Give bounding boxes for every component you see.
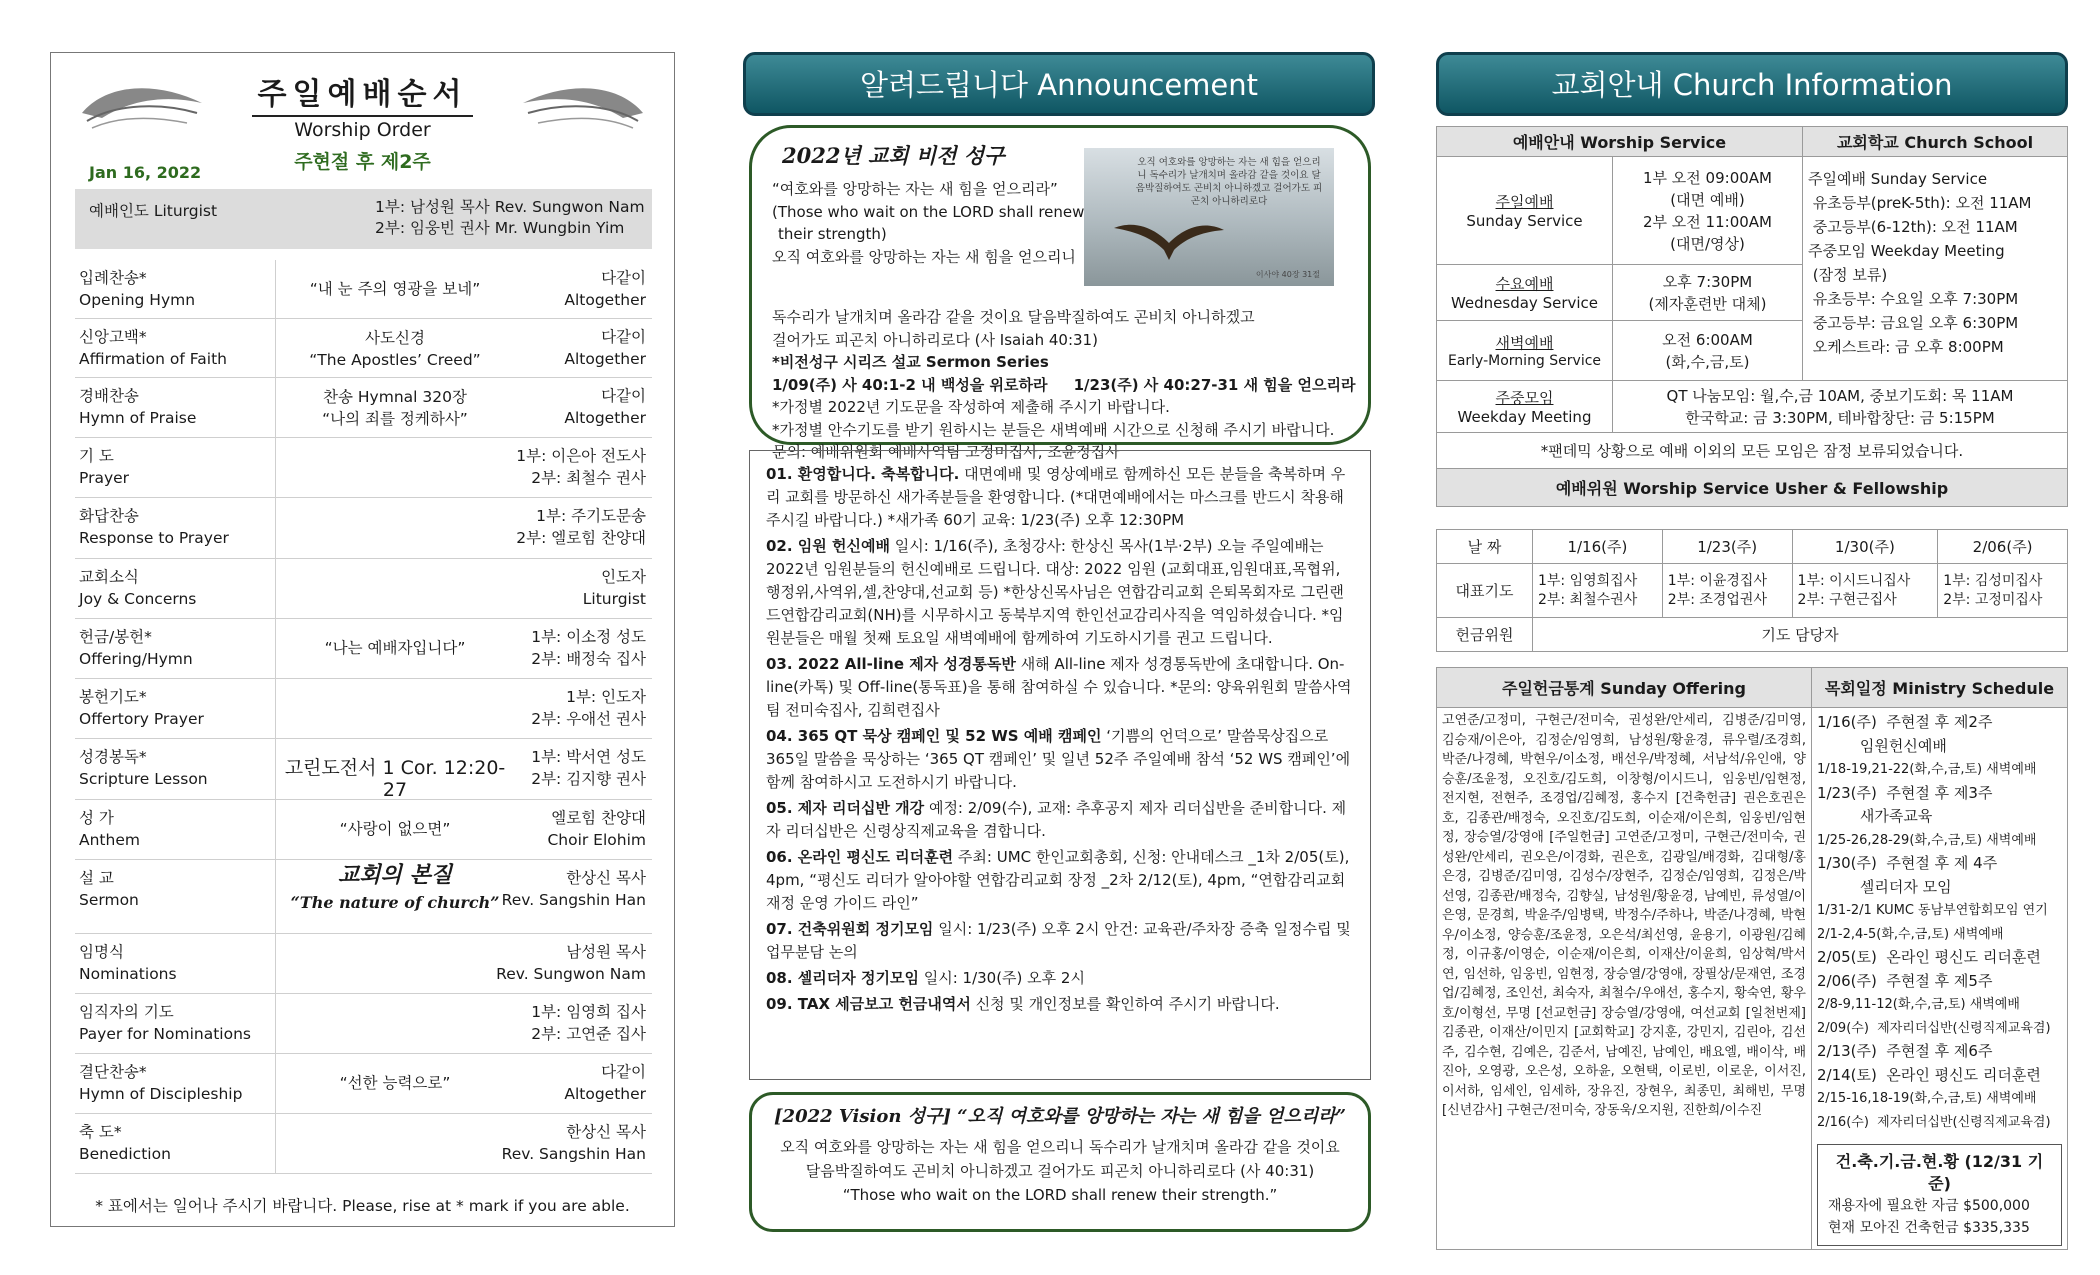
order-item-en: Opening Hymn [79,291,196,309]
order-row [75,800,652,860]
schedule-item: 2/16(수) 제자리더십반(신령직제교육겸) [1817,1114,2051,1130]
order-item-leader [502,1121,646,1165]
leader-line-2: Rev. Sangshin Han [501,891,646,909]
order-item-name [79,626,279,670]
leader-line-2: Altogether [564,1085,646,1103]
order-row [75,260,652,319]
schedule-item: 1/16(주) 주현절 후 제2주 [1817,713,1993,731]
leader-line-2: 2부: 최철수 권사 [531,469,646,487]
order-item-en: Hymn of Praise [79,409,197,427]
vision-line-5: 독수리가 날개치며 올라감 같을 것이요 달음박질하여도 곤비치 아니하겠고 [772,308,1255,326]
order-row [75,498,652,559]
order-item-leader [564,267,646,311]
order-item-detail [275,757,515,801]
order-row [75,994,652,1054]
order-item-ko: 임직자의 기도 [79,1003,174,1021]
leader-line-2: Altogether [564,350,646,368]
order-item-detail-1: 고린도전서 1 Cor. 12:20-27 [284,757,506,801]
announcement-panel [743,52,1375,1204]
usher-date-label: 날 짜 [1437,530,1533,564]
leader-line-2: 2부: 배정숙 집사 [531,650,646,668]
leader-line-2: Altogether [564,291,646,309]
order-item-name [79,505,279,549]
order-item-ko: 입례찬송* [79,269,147,287]
wednesday-times: 오후 7:30PM (제자훈련반 대체) [1613,265,1803,321]
order-item-ko: 축 도* [79,1123,122,1141]
notice-body: 일시: 1/23(주) 오후 2시 안건: 교육관/주차장 증축 일정수립 및 업무분담 논의 [766,920,1351,961]
order-row [75,860,652,934]
schedule-item: 1/31-2/1 KUMC 동남부연합회모임 연기 [1817,903,2048,918]
notice-body: ‘기쁨의 언덕으로’ 말씀묵상집으로 365일 말씀을 묵상하는 ‘365 QT 캠페인’ 및 일년 52주 주일예배 참석 ‘52 WS 캠페인’에 함께 참여하시고 도전하시기 바랍니다. [766,727,1351,791]
column-divider [275,438,277,497]
order-item-name [79,807,279,851]
order-item-en: Affirmation of Faith [79,350,227,368]
order-row [75,378,652,438]
order-row [75,934,652,994]
notice-body: 새해 All-line 제자 성경통독반에 초대합니다. On-line(카톡) 및 Off-line(통독표)을 통해 참여하실 수 있습니다. *문의: 양육위원회 말씀사역팀 전미숙집사, 김희련집사 [766,655,1352,719]
order-item-en: Offering/Hymn [79,650,193,668]
notice-item [766,846,1354,915]
liturgist-1: 1부: 남성원 목사 Rev. Sungwon Nam [375,198,645,216]
church-info-panel [1436,52,2068,1236]
notice-heading: 04. 365 QT 묵상 캠페인 및 52 WS 예배 캠페인 [766,727,1102,745]
schedule-item: 2/15-16,18-19(화,수,금,토) 새벽예배 [1817,1091,2037,1106]
order-item-en: Anthem [79,831,140,849]
usher-head: 예배위원 Worship Service Usher & Fellowship [1437,469,2068,507]
notice-item [766,993,1354,1016]
schedule-item: 임원헌신예배 [1817,736,1947,755]
schedule-item: 1/25-26,28-29(화,수,금,토) 새벽예배 [1817,832,2037,848]
usher-date: 1/30(주) [1792,530,1938,564]
leader-line-1: 1부: 인도자 [566,688,646,706]
weekday-t2: 한국학교: 금 3:30PM, 테바합창단: 금 5:15PM [1685,408,1995,427]
notice-body: 일시: 1/30(주) 오후 2시 [923,969,1085,987]
offering-head: 주일헌금통계 Sunday Offering [1437,668,1812,708]
vision-quote-4: 오직 여호와를 앙망하는 자는 새 힘을 얻으리니 [772,247,1076,266]
vision-line-6: 걸어가도 피곤치 아니하리로다 (사 Isaiah 40:31) [772,330,1098,349]
leader-line-2: Altogether [564,409,646,427]
order-item-name [79,267,279,311]
wednesday-en: Wednesday Service [1450,294,1599,312]
schedule-item: 1/18-19,21-22(화,수,금,토) 새벽예배 [1817,762,2037,777]
column-divider [275,994,277,1053]
order-item-name [79,867,279,911]
school-info: 주일예배 Sunday Service 유초등부(preK-5th): 오전 11AM 중고등부(6-12th): 오전 11AM 주중모임 Weekday Meeting (잠정 보류) 유초등부: 수요일 오후 7:30PM 중고등부: 금요일 오후 6:30PM 오케스트라: 금 오후 8:00PM [1803,157,2068,381]
order-row [75,319,652,378]
weekday-t1: QT 나눔모임: 월,수,금 10AM, 중보기도회: 목 11AM [1666,386,2014,405]
order-item-detail-2: “The nature of church” [290,893,500,912]
notice-item [766,535,1354,650]
order-item-detail [275,864,515,914]
series-title: *비전성구 시리즈 설교 Sermon Series [772,353,1049,371]
notice-item [766,725,1354,794]
notice-body: 일시: 1/16(주), 초청강사: 한상신 목사(1부·2부) 오늘 주일예배는 2022년 임원분들의 헌신예배로 드립니다. 대상: 2022 임원 (교회대표,임원대표,목협위,행정위,사역위,셀,찬양대,선교회 등) *한상신목사님은 연합감리교회 은퇴목회자로 그린랜드연합감리교회(NH)를 시무하시고 동북부지역 한인선교감리사직을 역임하셨습니다. *임원분들은 매월 첫째 토요일 새벽예배에 함께하여 기도하시기를 권고 드립니다. [766,537,1344,647]
weekday-ko: 주중모임 [1495,389,1554,407]
leader-line-1: 1부: 이은아 전도사 [516,447,646,465]
leader-line-1: 한상신 목사 [566,1123,646,1141]
order-item-leader [531,1001,646,1045]
order-item-detail-1: “사랑이 없으면” [339,820,451,838]
order-item-ko: 헌금/봉헌* [79,628,152,646]
church-info-banner: 교회안내 Church Information [1436,52,2068,116]
column-divider [275,934,277,993]
leader-line-2: Rev. Sungwon Nam [496,965,646,983]
order-item-en: Offertory Prayer [79,710,204,728]
schedule-item: 2/13(주) 주현절 후 제6주 [1817,1042,1993,1060]
order-item-en: Response to Prayer [79,529,229,547]
vision-quote-3: their strength) [778,225,887,243]
weekday-en: Weekday Meeting [1457,408,1592,426]
schedule-item: 2/1-2,4-5(화,수,금,토) 새벽예배 [1817,926,2004,942]
verse-en: “Those who wait on the LORD shall renew their strength.” [842,1186,1278,1204]
order-row [75,679,652,739]
liturgist-label: 예배인도 Liturgist [89,202,218,220]
order-item-leader [531,746,646,790]
order-item-detail [275,818,515,840]
leader-line-1: 1부: 주기도문송 [536,507,646,525]
order-item-en: Sermon [79,891,139,909]
order-item-detail-2: “나의 죄를 정케하사” [322,410,468,428]
vision-box [749,125,1371,461]
leader-line-1: 다같이 [601,328,646,346]
order-item-detail [275,327,515,371]
leader-line-2: 2부: 김지향 권사 [531,770,646,788]
leader-line-1: 다같이 [601,1063,646,1081]
leader-line-1: 1부: 이소정 성도 [531,628,646,646]
service-date: Jan 16, 2022 [89,163,202,182]
leader-line-2: Liturgist [582,590,646,608]
schedule-list [1817,711,2062,1134]
notice-heading: 06. 온라인 평신도 리더훈련 [766,848,954,866]
order-item-ko: 임명식 [79,943,124,961]
offering-usher: 기도 담당자 [1533,618,2068,652]
column-divider [275,559,277,618]
notice-heading: 03. 2022 All-line 제자 성경통독반 [766,655,1016,673]
worship-order-panel [50,52,675,1227]
order-item-detail [275,386,515,430]
notice-item [766,918,1354,964]
order-list [75,260,652,1174]
vision-title: 2022년 교회 비전 성구 [782,143,1005,168]
order-item-detail-1: 찬송 Hymnal 320장 [323,388,467,406]
order-row [75,438,652,498]
order-item-detail-2: “The Apostles’ Creed” [309,351,481,369]
verse-heading: [2022 Vision 성구] “오직 여호와를 앙망하는 자는 새 힘을 얻으리라” [774,1106,1346,1127]
vision-quote-1: “여호와를 앙망하는 자는 새 힘을 얻으리라” [772,180,1058,198]
order-row [75,739,652,800]
worship-service-head: 예배안내 Worship Service [1437,127,1803,157]
wednesday-ko: 수요예배 [1495,275,1554,293]
order-item-detail-1: 사도신경 [365,329,425,347]
order-item-en: Scripture Lesson [79,770,208,788]
notice-item [766,463,1354,532]
footnote: * 표에서는 일어나 주시기 바랍니다. Please, rise at * mark if you are able. [95,1197,630,1215]
order-item-leader [502,867,646,911]
offering-usher-label: 헌금위원 [1437,618,1533,652]
notice-heading: 05. 제자 리더십반 개강 [766,799,925,817]
offering-list: 고연준/고정미, 구현근/전미숙, 권성완/안세리, 김병준/김미영, 김승재/이은아, 김정순/임영희, 남성원/황윤경, 류우렬/조경희, 박준/나경혜, 박현우/이소정, 배선우/박정혜, 서남석/유인애, 양승훈/조윤정, 오진호/김도희, 이창형/이시드니, 임웅빈/임현정, 전지현, 전현주, 조경업/김혜정, 홍수지 [건축헌금] 권은호권은호, 김종관/배정숙, 오진호/김도희, 이순재/이은희, 임웅빈/임현정, 장승열/강영애 [주일헌금] 고연준/고정미, 구현근/전미숙, 권성완/안세리, 권오은/이경화, 권은호, 김광일/배경화, 김대형/홍은경, 김병준/김미영, 김성수/장현주, 김정순/임영희, 김정은/박선영, 김종관/배정숙, 김향실, 남성원/황윤경, 남예빈, 류성열/이은영, 문경희, 박윤주/임병택, 박정수/주하나, 박준/나경혜, 박현우/이소정, 양승훈/조윤정, 오은석/최선영, 윤용기, 이광원/김혜정, 이규홍/이영순, 이순재/이은희, 이재산/이윤희, 임상혁/박서연, 임선하, 임웅빈, 임현정, 장승열/강영애, 장필상/문재연, 조경업/김혜정, 조인선, 최숙자, 최철수/우애선, 홍수지, 황숙연, 황우호/이형선, 무명 [선교헌금] 장승열/강영애, 여선교회 [일천번제] 김종관, 이재산/이민지 [교회학교] 강지훈, 강민지, 김린아, 김선주, 김수현, 김예은, 김준서, 남예진, 남예인, 배요엘, 배이삭, 배진아, 오영광, 오은성, 오하윤, 오현택, 이로빈, 이로운, 이서진, 이서하, 임세인, 임세하, 장유진, 장현우, 최종민, 최해빈, 무명 [신년감사] 구현근/전미숙, 장동욱/오지원, 진한희/이수진 [1437,708,1812,1250]
schedule-head: 목회일정 Ministry Schedule [1812,668,2068,708]
title-en: Worship Order [294,119,431,141]
leader-line-2: 2부: 우애선 권사 [531,710,646,728]
order-item-detail [275,278,515,300]
leader-line-2: 2부: 엘로힘 찬양대 [516,529,646,547]
order-item-name [79,746,279,790]
building-fund-box [1817,1144,2062,1246]
order-item-leader [564,326,646,370]
notice-body: 대면예배 및 영상예배로 함께하신 모든 분들을 축복하며 우리 교회를 방문하신 새가족분들을 환영합니다. (*대면예배에서는 마스크를 반드시 착용해 주시길 바랍니다.) *새가족 60기 교육: 1/23(주) 오후 12:30PM [766,465,1346,529]
order-item-ko: 성 가 [79,809,114,827]
notice-item [766,967,1354,990]
column-divider [275,498,277,558]
order-item-en: Benediction [79,1145,171,1163]
schedule-item: 새가족교육 [1817,807,1933,825]
eagle-image-ref: 이사야 40장 31절 [1255,270,1320,279]
order-item-name [79,941,279,985]
column-divider [275,1114,277,1173]
notice-body: 예정: 2/09(수), 교재: 추후공지 제자 리더십반을 준비합니다. 제자 리더십반은 신령상직제교육을 겸합니다. [766,799,1347,840]
notice-body: 주최: UMC 한인교회총회, 신청: 안내데스크 _1차 2/05(토), 4pm, “평신도 리더가 알아야할 연합감리교회 장정 _2차 2/12(토), 4pm, “연합감리교회 재정 운영 가이드 라인” [766,848,1350,912]
order-item-detail [275,1072,515,1094]
order-item-detail-1: “선한 능력으로” [339,1074,451,1092]
order-item-ko: 결단찬송* [79,1063,147,1081]
order-item-name [79,1121,279,1165]
leader-line-2: Rev. Sangshin Han [501,1145,646,1163]
notice-heading: 07. 건축위원회 정기모임 [766,920,934,938]
sunday-ko: 주일예배 [1495,193,1554,211]
order-item-name [79,445,279,489]
schedule-item: 셀리더자 모임 [1817,877,1952,896]
notice-item [766,653,1354,722]
order-item-en: Prayer [79,469,130,487]
dawn-en: Early-Morning Service [1447,353,1602,369]
schedule-item: 2/8-9,11-12(화,수,금,토) 새벽예배 [1817,997,2020,1012]
leader-line-1: 한상신 목사 [566,869,646,887]
order-item-name [79,326,279,370]
leader-line-2: Choir Elohim [547,831,646,849]
building-fund-raised: 현재 모아진 건축헌금 $335,335 [1828,1220,2030,1236]
offering-schedule-table [1436,667,2068,1250]
sunday-times: 1부 오전 09:00AM (대면 예배) 2부 오전 11:00AM (대면/영상) [1613,157,1803,265]
order-item-detail [275,637,515,659]
prayer-rep: 1부: 이윤경집사 2부: 조경업권사 [1662,564,1792,618]
building-fund-title: 건.축.기.금.현.황 (12/31 기준) [1835,1152,2044,1193]
order-item-leader [531,686,646,730]
leader-line-1: 남성원 목사 [566,943,646,961]
column-divider [275,679,277,738]
order-item-detail-1: 교회의 본질 [338,862,452,888]
vision-note-1: *가정별 2022년 기도문을 작성하여 제출해 주시기 바랍니다. [772,398,1170,416]
notice-item [766,797,1354,843]
order-item-ko: 화답찬송 [79,507,139,525]
leader-line-1: 인도자 [601,568,646,586]
usher-date: 1/23(주) [1662,530,1792,564]
sunday-en: Sunday Service [1466,212,1583,230]
usher-date: 1/16(주) [1533,530,1663,564]
prayer-rep-label: 대표기도 [1437,564,1533,618]
notice-body: 신청 및 개인정보를 확인하여 주시기 바랍니다. [975,995,1280,1013]
order-item-en: Joy & Concerns [79,590,197,608]
leader-line-1: 1부: 박서연 성도 [531,748,646,766]
order-item-leader [516,505,646,549]
order-item-ko: 교회소식 [79,568,139,586]
prayer-rep: 1부: 김성미집사 2부: 고정미집사 [1938,564,2068,618]
order-item-name [79,1061,279,1105]
notice-list [749,450,1371,1080]
order-item-leader [564,385,646,429]
eagle-icon [1114,218,1224,263]
leader-line-1: 1부: 임영희 집사 [531,1003,646,1021]
schedule-item: 2/06(주) 주현절 후 제5주 [1817,971,1993,990]
service-table [1436,126,2068,507]
vision-note-2: *가정별 안수기도를 받기 원하시는 분들은 새벽예배 시간으로 신청해 주시기 바랍니다. 문의: 예배위원회 예배사역팀 고정미집사, 조윤정집사 [772,420,1335,461]
liturgist-box [75,189,652,249]
leader-line-2: 2부: 고연준 집사 [531,1025,646,1043]
order-item-name [79,1001,279,1045]
order-item-name [79,686,279,730]
order-item-leader [547,807,646,851]
order-item-name [79,385,279,429]
schedule-item: 2/09(수) 제자리더십반(신령직제교육겸) [1817,1020,2051,1036]
pandemic-note: *팬데믹 상황으로 예배 이외의 모든 모임은 잠정 보류되었습니다. [1437,433,2068,469]
order-item-leader [564,1061,646,1105]
worship-order-title [51,69,674,174]
order-item-ko: 봉헌기도* [79,688,147,706]
order-row [75,619,652,679]
order-row [75,1054,652,1114]
notice-heading: 01. 환영합니다. 축복합니다. [766,465,960,483]
order-row [75,1114,652,1174]
order-item-ko: 신앙고백* [79,328,147,346]
usher-date: 2/06(주) [1938,530,2068,564]
usher-table [1436,529,2068,652]
announcement-banner: 알려드립니다 Announcement [743,52,1375,116]
notice-heading: 02. 임원 헌신예배 [766,537,890,555]
order-item-en: Payer for Nominations [79,1025,251,1043]
eagle-image [1084,148,1334,286]
notice-heading: 09. TAX 세금보고 헌금내역서 [766,995,971,1013]
schedule-item: 1/23(주) 주현절 후 제3주 [1817,783,1993,802]
eagle-image-text: 오직 여호와를 앙망하는 자는 새 힘을 얻으리니 독수리가 날개치며 올라감 같을 것이요 달음박질하여도 곤비치 아니하겠고 걸어가도 피곤치 아니하리로다 [1135,157,1323,207]
order-item-leader [531,626,646,670]
order-row [75,559,652,619]
leader-line-1: 다같이 [601,387,646,405]
prayer-rep: 1부: 임영희집사 2부: 최철수권사 [1533,564,1663,618]
dawn-ko: 새벽예배 [1495,334,1554,352]
title-ko: 주일예배순서 [252,69,474,117]
leader-line-1: 다같이 [601,269,646,287]
order-item-leader [583,566,646,610]
order-item-leader [516,445,646,489]
order-item-en: Hymn of Discipleship [79,1085,243,1103]
vision-verse-box [749,1092,1371,1232]
order-item-leader [496,941,646,985]
leader-line-1: 엘로힘 찬양대 [551,809,646,827]
notice-heading: 08. 셀리더자 정기모임 [766,969,919,987]
prayer-rep: 1부: 이시드니집사 2부: 구현근집사 [1792,564,1938,618]
building-fund-need: 재용자에 필요한 자금 $500,000 [1828,1198,2030,1214]
order-item-detail-1: “나는 예배자입니다” [324,639,466,657]
series-line: 1/09(주) 사 40:1-2 내 백성을 위로하라 1/23(주) 사 40:27-31 새 힘을 얻으리라 [772,375,1356,394]
season: 주현절 후 제2주 [294,151,431,173]
order-item-en: Nominations [79,965,177,983]
order-item-ko: 기 도 [79,447,114,465]
church-school-head: 교회학교 Church School [1803,127,2068,157]
verse-ko: 오직 여호와를 앙망하는 자는 새 힘을 얻으리니 독수리가 날개치며 올라감 같을 것이요 달음박질하여도 곤비치 아니하겠고 걸어가도 피곤치 아니하리로다 (사 40:31) [780,1138,1340,1180]
order-item-detail-1: “내 눈 주의 영광을 보네” [309,280,481,298]
vision-quote-2: (Those who wait on the LORD shall renew [772,202,1085,221]
schedule-item: 2/05(토) 온라인 평신도 리더훈련 [1817,948,2041,966]
order-item-ko: 경배찬송 [79,387,139,405]
schedule-item: 1/30(주) 주현절 후 제 4주 [1817,854,1998,872]
dawn-times: 오전 6:00AM (화,수,금,토) [1613,321,1803,381]
order-item-ko: 성경봉독* [79,748,147,766]
order-item-ko: 설 교 [79,869,114,887]
schedule-item: 2/14(토) 온라인 평신도 리더훈련 [1817,1065,2041,1084]
order-item-name [79,566,279,610]
liturgist-2: 2부: 임웅빈 권사 Mr. Wungbin Yim [375,219,625,237]
